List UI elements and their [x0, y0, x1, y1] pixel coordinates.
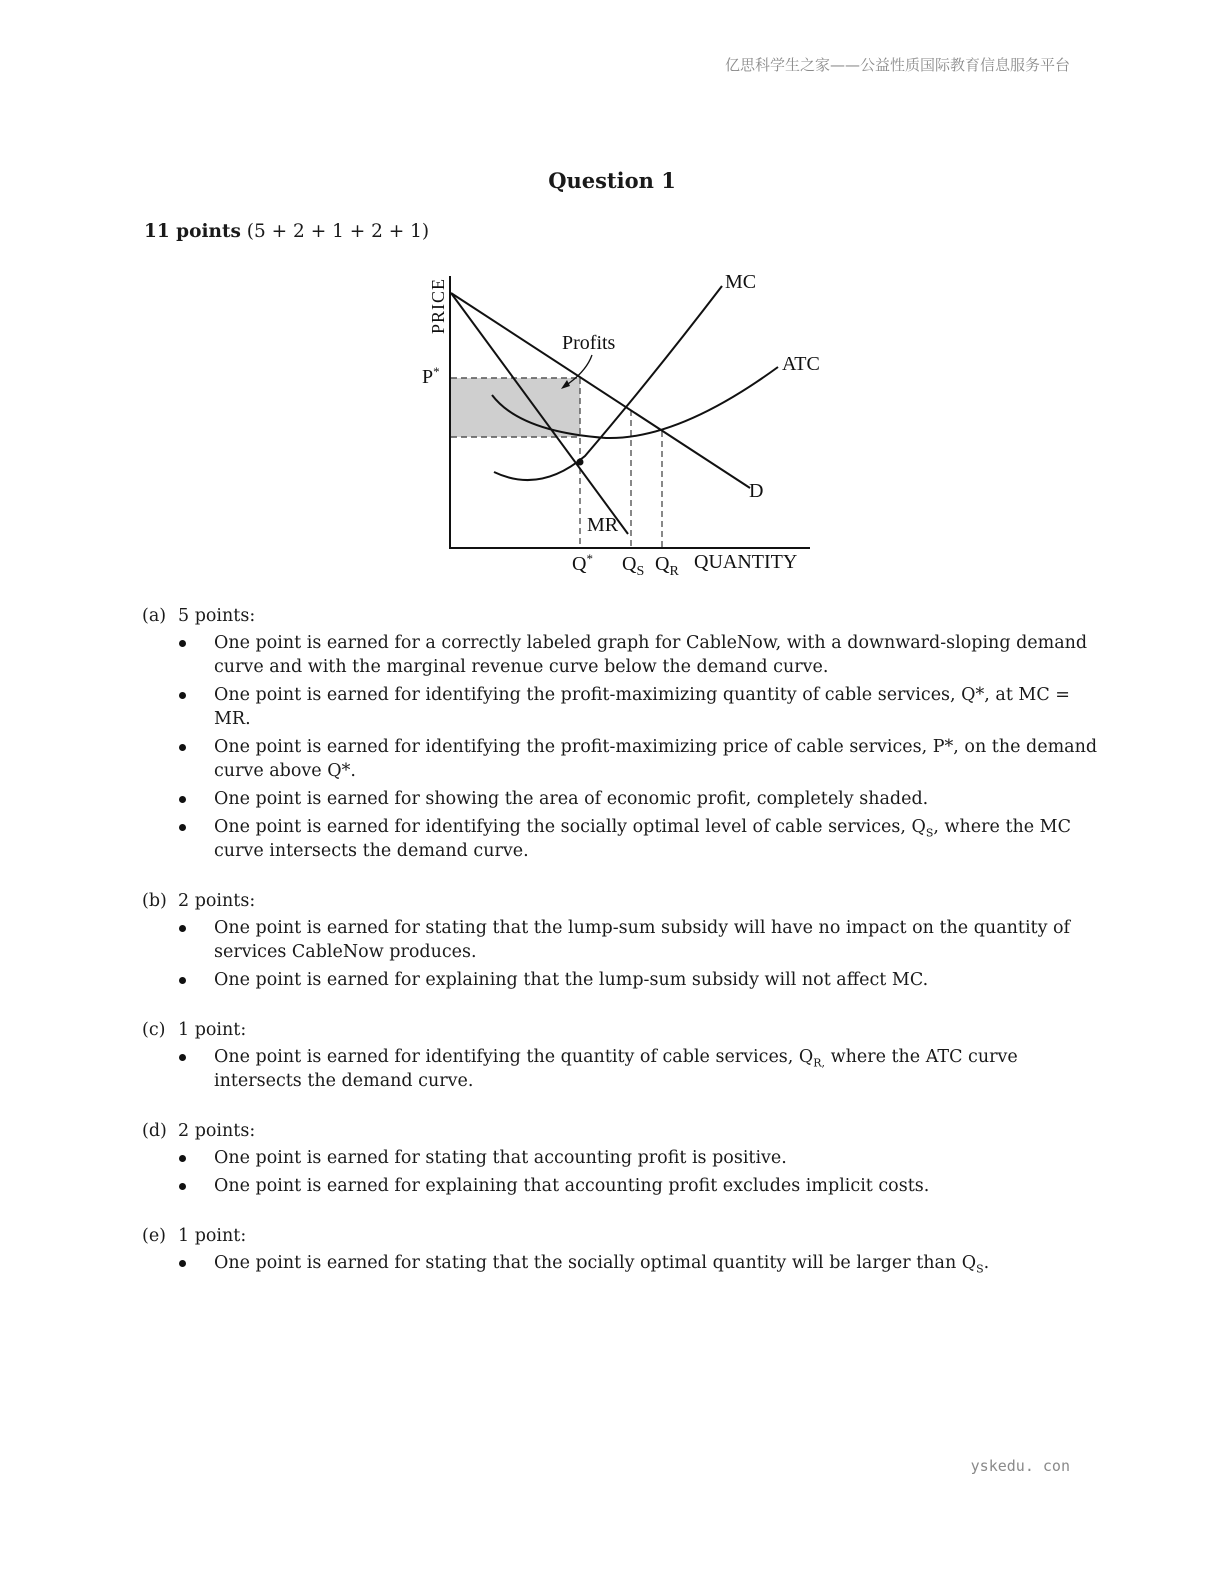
section-a	[142, 604, 1102, 867]
bullet-icon	[179, 977, 186, 984]
mc-label: MC	[725, 271, 757, 293]
x-axis-label: QUANTITY	[694, 551, 798, 573]
bullet-icon	[179, 796, 186, 803]
section-letter: (e)	[142, 1226, 167, 1246]
section-c	[142, 1018, 1102, 1097]
criterion-item: One point is earned for stating that accounting profit is positive.	[142, 1146, 1102, 1170]
monopoly-graph	[410, 262, 830, 582]
criteria-list	[142, 1146, 1102, 1198]
points-breakdown: (5 + 2 + 1 + 2 + 1)	[246, 221, 430, 242]
bullet-icon	[179, 1260, 186, 1267]
y-axis-label: PRICE	[428, 277, 448, 334]
bullet-icon	[179, 640, 186, 647]
demand-label: D	[749, 480, 764, 502]
section-b	[142, 889, 1102, 996]
mc-mr-intersection	[577, 459, 584, 466]
criterion-item: One point is earned for identifying the profit-maximizing quantity of cable services, Q*, at MC = MR.	[142, 683, 1102, 731]
q-s-label: $Q_S$	[622, 553, 645, 579]
header-watermark: 亿思科学生之家——公益性质国际教育信息服务平台	[724, 56, 1070, 74]
criterion-item: One point is earned for explaining that the lump-sum subsidy will not affect MC.	[142, 968, 1102, 992]
points-total: 11 points	[144, 221, 241, 242]
section-letter: (d)	[142, 1121, 167, 1141]
criterion-item: One point is earned for showing the area of economic profit, completely shaded.	[142, 787, 1102, 811]
section-e	[142, 1224, 1102, 1279]
bullet-icon	[179, 1155, 186, 1162]
bullet-icon	[179, 925, 186, 932]
p-star-label: P*	[422, 364, 440, 388]
q-star-label: Q*	[572, 551, 593, 575]
criteria-list	[142, 916, 1102, 992]
footer-watermark: yskedu. con	[970, 1457, 1070, 1475]
bullet-icon	[179, 1054, 186, 1061]
section-points: 2 points:	[178, 891, 256, 911]
profits-label: Profits	[562, 332, 616, 354]
section-points: 2 points:	[178, 1121, 256, 1141]
section-letter: (b)	[142, 891, 167, 911]
q-r-label: $Q_R$	[655, 553, 679, 579]
section-d	[142, 1119, 1102, 1202]
criteria-list	[142, 1045, 1102, 1093]
profit-area	[451, 378, 580, 437]
points-summary	[144, 221, 429, 242]
bullet-icon	[179, 744, 186, 751]
page-title: Question 1	[548, 168, 676, 193]
criterion-item: One point is earned for stating that the socially optimal quantity will be larger than $Q_S$.	[142, 1251, 1102, 1275]
bullet-icon	[179, 824, 186, 831]
bullet-icon	[179, 1183, 186, 1190]
section-points: 5 points:	[178, 606, 256, 626]
section-points: 1 point:	[178, 1020, 247, 1040]
atc-label: ATC	[782, 353, 820, 375]
bullet-icon	[179, 692, 186, 699]
criterion-item: One point is earned for identifying the quantity of cable services, $Q_{R,}$ where the ATC curve intersects the demand curve.	[142, 1045, 1102, 1093]
criterion-item: One point is earned for identifying the profit-maximizing price of cable services, P*, on the demand curve above Q*.	[142, 735, 1102, 783]
criterion-item: One point is earned for explaining that accounting profit excludes implicit costs.	[142, 1174, 1102, 1198]
criterion-item: One point is earned for stating that the lump-sum subsidy will have no impact on the quantity of services CableNow produces.	[142, 916, 1102, 964]
criteria-list	[142, 631, 1102, 863]
criterion-item: One point is earned for a correctly labeled graph for CableNow, with a downward-sloping demand curve and with the marginal revenue curve below the demand curve.	[142, 631, 1102, 679]
section-letter: (c)	[142, 1020, 166, 1040]
section-points: 1 point:	[178, 1226, 247, 1246]
section-letter: (a)	[142, 606, 167, 626]
mr-label: MR	[587, 514, 619, 536]
criteria-list	[142, 1251, 1102, 1275]
criterion-item: One point is earned for identifying the socially optimal level of cable services, $Q_S$, where the MC curve intersects the demand curve.	[142, 815, 1102, 863]
